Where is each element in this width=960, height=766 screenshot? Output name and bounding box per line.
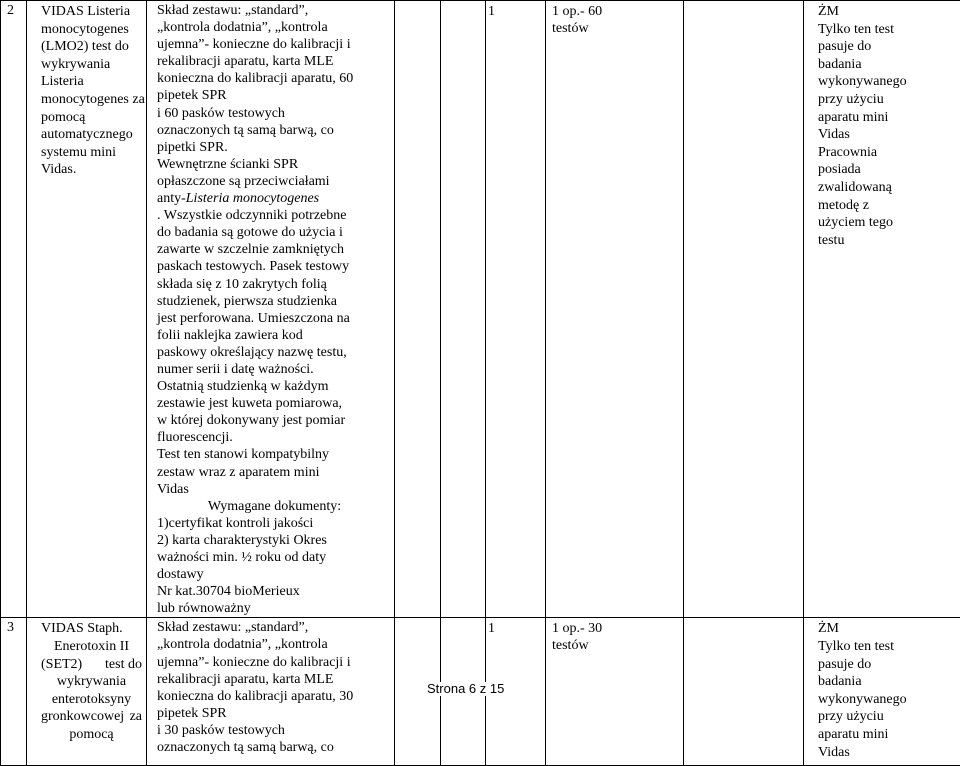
- product-description: Skład zestawu: „standard”, „kontrola dodatnia”, „kontrola ujemna”- konieczne do kalibracji i rekalibracji aparatu, karta MLE konieczna do kalibracji aparatu, 60 pipetek SPR i 60 pasków testowych oznaczonych tą samą barwą, co pipetki SPR. Wewnętrzne ścianki SPR opłaszczone są przeciwciałami anty-Listeria monocytogenes . Wszystkie odczynniki potrzebne do badania są gotowe do użycia i zawarte w szczelnie zamkniętych paskach testowych. Pasek testowy składa się z 10 zakrytych folią studzienek, pierwsza studzienka jest perforowana. Umieszczona na folii naklejka zawiera kod paskowy określający nazwę testu, numer serii i datę ważności. Ostatnią studzienką w każdym zestawie jest kuweta pomiarowa, w której dokonywany jest pomiar fluorescencji. Test ten stanowi kompatybilny zestaw wraz z aparatem mini Vidas Wymagane dokumenty: 1)certyfikat kontroli jakości 2) karta charakterystyki Okres ważności min. ½ roku od daty dostawy Nr kat.30704 bioMerieux lub równoważny: [147, 1, 395, 618]
- empty-cell: [684, 1, 804, 618]
- table-row: [1, 1, 960, 618]
- unit: 1 op.- 30 testów: [546, 618, 684, 766]
- product-name: VIDAS Staph. Enerotoxin II (SET2) test do wykrywania enterotoksyny gronkowcowej za pomocą: [27, 618, 147, 766]
- notes: ŻM Tylko ten test pasuje do badania wykonywanego przy użyciu aparatu mini Vidas: [804, 618, 960, 766]
- quantity: 1: [486, 1, 546, 618]
- row-number: 3: [1, 618, 27, 766]
- empty-cell: [684, 618, 804, 766]
- page-number-footer: Strona 6 z 15: [425, 682, 506, 696]
- empty-cell: [441, 1, 486, 618]
- product-description: Skład zestawu: „standard”, „kontrola dodatnia”, „kontrola ujemna”- konieczne do kalibracji i rekalibracji aparatu, karta MLE konieczna do kalibracji aparatu, 30 pipetek SPR i 30 pasków testowych oznaczonych tą samą barwą, co: [147, 618, 395, 766]
- product-name: VIDAS Listeria monocytogenes (LMO2) test do wykrywania Listeria monocytogenes za pomocą automatycznego systemu mini Vidas.: [27, 1, 147, 618]
- unit: 1 op.- 60 testów: [546, 1, 684, 618]
- notes: ŻM Tylko ten test pasuje do badania wykonywanego przy użyciu aparatu mini Vidas Pracownia posiada zwalidowaną metodę z użyciem tego testu: [804, 1, 960, 618]
- row-number: 2: [1, 1, 27, 618]
- quantity: 1: [486, 618, 546, 766]
- empty-cell: [395, 1, 441, 618]
